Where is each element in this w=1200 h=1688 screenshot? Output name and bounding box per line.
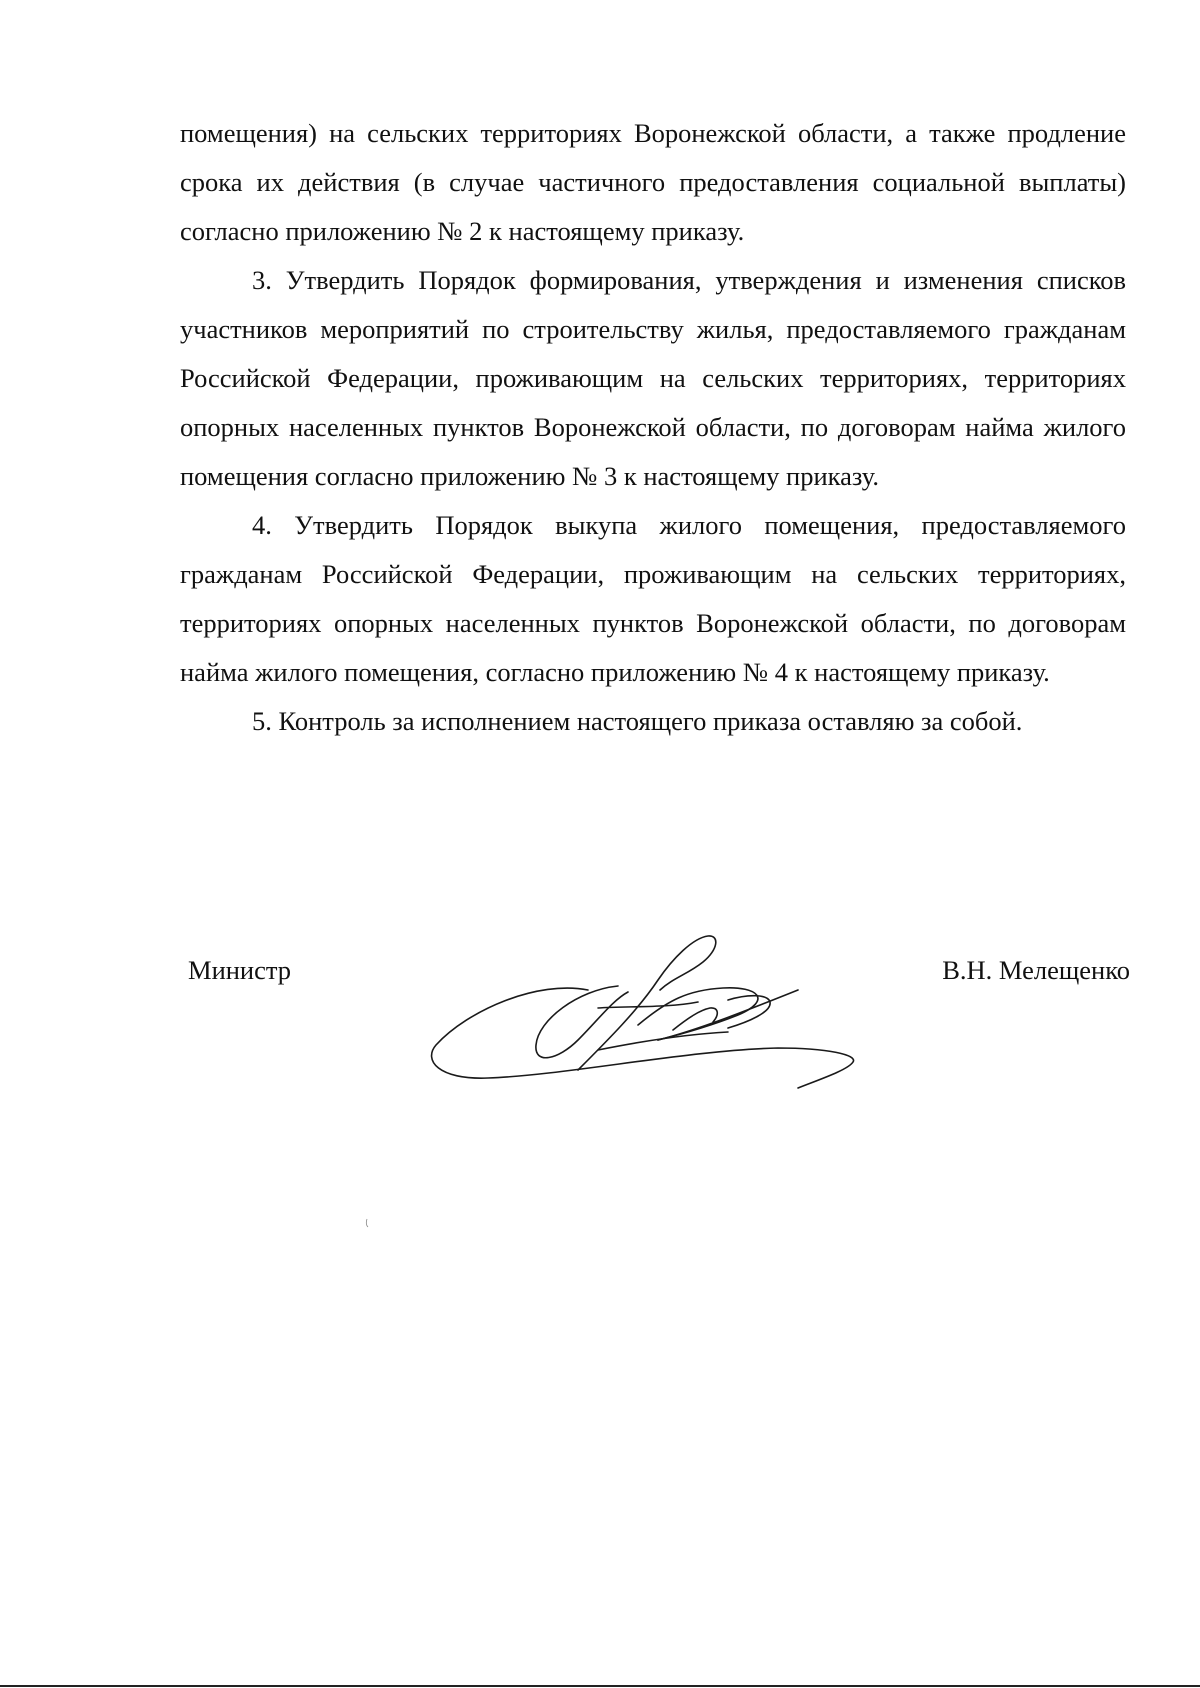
scan-speck <box>365 1218 371 1228</box>
paragraph-continuation: помещения) на сельских территориях Воронежской области, а также продление срока их действия (в случае частичного предоставления социальной выплаты) согласно приложению № 2 к настоящему приказу. <box>180 118 1126 246</box>
handwritten-signature <box>428 930 864 1094</box>
paragraph-item-4: 4. Утвердить Порядок выкупа жилого помещения, предоставляемого гражданам Российской Федерации, проживающим на сельских территориях, территориях опорных населенных пунктов Воронежской области, по договорам найма жилого помещения, согласно приложению № 4 к настоящему приказу. <box>180 510 1126 687</box>
page-edge-line <box>0 1685 1200 1687</box>
signatory-role: Министр <box>188 955 292 985</box>
paragraph-item-3: 3. Утвердить Порядок формирования, утверждения и изменения списков участников мероприятий по строительству жилья, предоставляемого гражданам Российской Федерации, проживающим на сельских территориях, территориях опорных населенных пунктов Воронежской области, по договорам найма жилого помещения согласно приложению № 3 к настоящему приказу. <box>180 265 1126 491</box>
signatory-name: В.Н. Мелещенко <box>942 955 1130 985</box>
document-body <box>180 109 1126 746</box>
paragraph-item-5: 5. Контроль за исполнением настоящего приказа оставляю за собой. <box>252 706 1023 736</box>
